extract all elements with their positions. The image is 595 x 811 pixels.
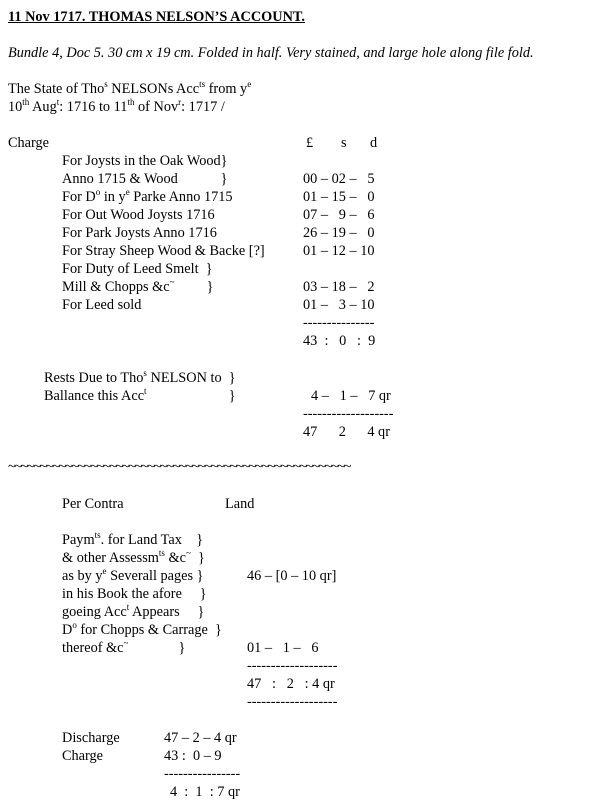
contra-line: in his Book the afore } xyxy=(62,586,207,602)
charge-item-amount: 07 – 9 – 6 xyxy=(303,207,375,223)
charge-item-text: Anno 1715 & Wood } xyxy=(62,171,228,187)
summary-rule: ---------------- xyxy=(164,766,241,782)
discharge-value: 47 – 2 – 4 qr xyxy=(164,730,237,746)
state-line-2: 10th Aug$^t$: 1716 to 11th of Nov$^r$: 1717 / xyxy=(8,97,225,115)
charge-label: Charge xyxy=(8,135,50,151)
charge-total: 43 : 0 : 9 xyxy=(303,333,376,349)
contra-total: 47 : 2 : 4 qr xyxy=(247,676,335,692)
contra-rule: ------------------- xyxy=(247,694,338,710)
charge-item-amount: 01 – 15 – 0 xyxy=(303,189,375,205)
contra-amount-2: 01 – 1 – 6 xyxy=(247,640,319,656)
contra-line: as by $y^e$ Severall pages } xyxy=(62,566,204,584)
contra-rule: ------------------- xyxy=(247,658,338,674)
charge-item-amount: 03 – 18 – 2 xyxy=(303,279,375,295)
charge-item-text: For Joysts in the Oak Wood} xyxy=(62,153,228,169)
rests-total: 47 2 4 qr xyxy=(303,424,390,440)
rests-rule: ------------------- xyxy=(303,406,394,422)
charge-item-amount: 00 – 02 – 5 xyxy=(303,171,375,187)
contra-line: & other Assessm$^{ts}$ &c~ } xyxy=(62,548,205,566)
document-description: Bundle 4, Doc 5. 30 cm x 19 cm. Folded in half. Very stained, and large hole along file fold. xyxy=(8,45,534,61)
charge-item-text: Mill & Chopps &c~ } xyxy=(62,277,214,295)
discharge-label: Discharge xyxy=(62,730,120,746)
tilde-divider: ~~~~~~~~~~~~~~~~~~~~~~~~~~~~~~~~~~~~~~~~~~~~~~~~~~~~~~ xyxy=(8,459,351,475)
contra-land: Land xyxy=(225,496,255,512)
state-line-1: The State of Tho$^s$ NELSONs Acc$^{ts}$ from $y^e$ xyxy=(8,79,252,97)
contra-line: Paym$^{ts}$. for Land Tax } xyxy=(62,530,204,548)
contra-amount-1: 46 – [0 – 10 qr] xyxy=(247,568,337,584)
charge-item-text: For Leed sold xyxy=(62,297,142,313)
charge-item-text: For Out Wood Joysts 1716 xyxy=(62,207,215,223)
charge-rule: --------------- xyxy=(303,315,375,331)
contra-heading: Per Contra xyxy=(62,496,124,512)
charge-item-amount: 01 – 12 – 10 xyxy=(303,243,375,259)
col-pence: d xyxy=(370,135,378,151)
col-shillings: s xyxy=(341,135,347,151)
charge-summary-value: 43 : 0 – 9 xyxy=(164,748,222,764)
contra-line: goeing Acc$^t$ Appears } xyxy=(62,602,205,620)
rests-amount: 4 – 1 – 7 qr xyxy=(311,388,391,404)
col-pound: £ xyxy=(306,135,314,151)
document-title: 11 Nov 1717. THOMAS NELSON’S ACCOUNT. xyxy=(8,9,305,25)
rests-line-2: Ballance this Acc$^t$ } xyxy=(44,386,236,404)
summary-result: 4 : 1 : 7 qr xyxy=(170,784,240,800)
charge-summary-label: Charge xyxy=(62,748,104,764)
charge-item-text: For Duty of Leed Smelt } xyxy=(62,261,213,277)
contra-line: $D^o$ for Chopps & Carrage } xyxy=(62,620,222,638)
charge-item-text: For Park Joysts Anno 1716 xyxy=(62,225,217,241)
rests-line-1: Rests Due to Tho$^s$ NELSON to } xyxy=(44,368,236,386)
charge-item-amount: 01 – 3 – 10 xyxy=(303,297,375,313)
contra-line: thereof &c~ } xyxy=(62,638,186,656)
charge-item-amount: 26 – 19 – 0 xyxy=(303,225,375,241)
charge-item-text: For $D^o$ in $y^e$ Parke Anno 1715 xyxy=(62,187,233,205)
charge-item-text: For Stray Sheep Wood & Backe [?] xyxy=(62,243,265,259)
